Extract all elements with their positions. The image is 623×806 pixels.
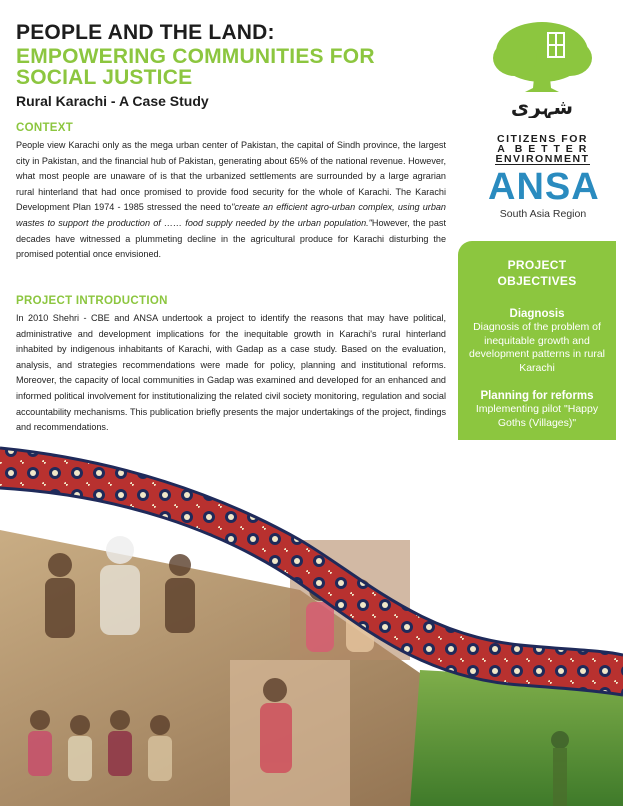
context-quote: "create an efficient agro-urban complex, using urban wastes to support the production of …… food supply needed by the urban population."	[16, 202, 446, 228]
context-text-2: However, the past decades have witnessed a plummeting decline in the agricultural produce for Karachi disturbing the promised potential once envisioned.	[16, 217, 446, 260]
ansa-logo	[488, 168, 598, 220]
title-line-2: EMPOWERING COMMUNITIES FOR SOCIAL JUSTICE	[16, 45, 375, 89]
objectives-title-2: OBJECTIVES	[497, 274, 577, 288]
title-line-1: PEOPLE AND THE LAND:	[16, 21, 275, 44]
shehri-line-3: ENVIRONMENT	[495, 153, 590, 165]
shehri-line-2: A B E T T E R	[497, 143, 588, 155]
shehri-name	[485, 134, 600, 165]
subtitle: Rural Karachi - A Case Study	[16, 93, 209, 109]
objective-heading: Planning for reforms	[480, 390, 594, 402]
objective-text: Implementing pilot "Happy Goths (Villages)"	[475, 403, 599, 429]
context-heading: CONTEXT	[16, 122, 74, 134]
ansa-name: ANSA	[488, 166, 600, 208]
title-block	[16, 22, 436, 108]
context-paragraph	[16, 138, 446, 263]
objective-text: Diagnosis of the problem of inequitable growth and development patterns in rural Karachi	[469, 321, 605, 374]
objective-heading: Diagnosis	[509, 308, 565, 320]
shehri-logo	[485, 18, 600, 165]
shehri-urdu-text: شہری	[510, 95, 574, 118]
ansa-region: South Asia Region	[499, 208, 587, 220]
objectives-title-1: PROJECT	[507, 258, 567, 272]
shehri-line-1: CITIZENS FOR	[497, 133, 588, 145]
context-text-1: People view Karachi only as the mega urban center of Pakistan, the capital of Sindh province, the largest city in Pakistan, and the financial hub of Pakistan, generating about 65% of the national revenue. However, what most people are unaware of is that the urbanized settlements are surrounded by a large agrarian rural hinterland that had once promised to provide food security for the whole of Karachi. The Karachi Development Plan 1974 - 1985 stressed the need to	[16, 140, 446, 213]
introduction-paragraph: In 2010 Shehri - CBE and ANSA undertook a project to identify the reasons that may have political, administrative and development implications for the inequitable growth in Karachi's rural hinterland inhabited by indigenous inhabitants of Karachi, with Gadap as a case study. Based on the evaluation, analysis, and strategies recommendations were made for policy, planning and institutional reforms. Moreover, the capacity of local communities in Gadap was examined and developed for an enhanced and informed political involvement for institutionalizing the related civil society monitoring, regulation and social accountability mechanisms. This publication briefly presents the major undertakings of the project, findings and recommendations.	[16, 313, 446, 433]
tree-icon	[485, 18, 600, 118]
introduction-heading: PROJECT INTRODUCTION	[16, 295, 168, 307]
photo-collage	[0, 440, 623, 806]
